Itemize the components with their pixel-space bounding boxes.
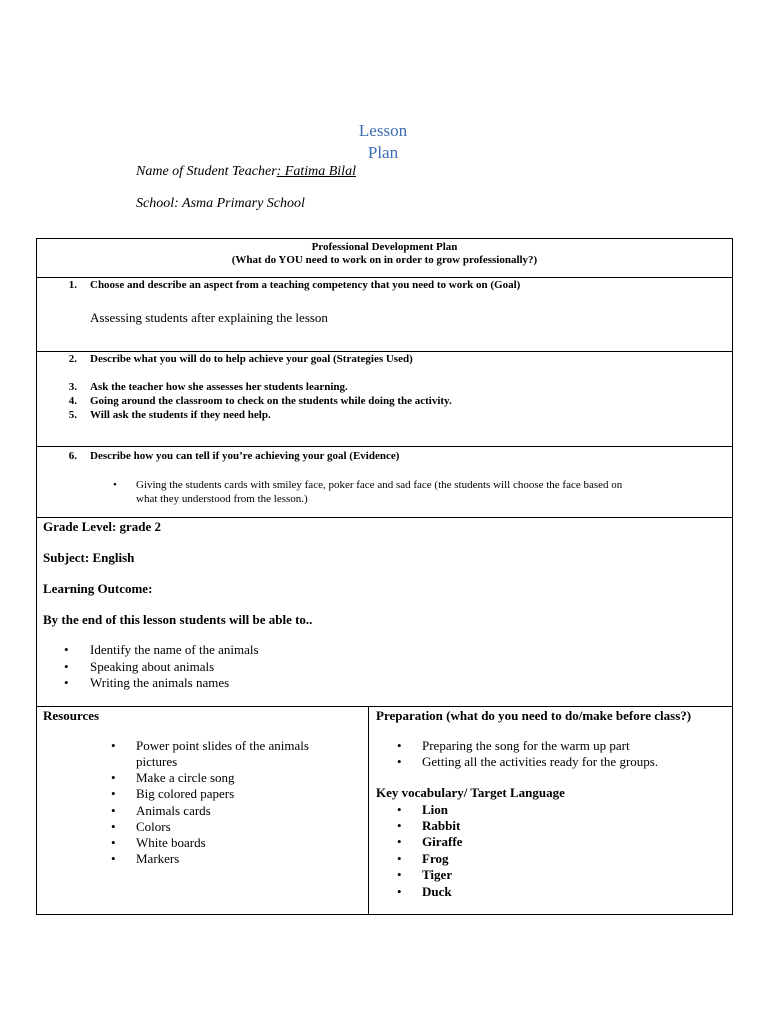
vocab-item: Giraffe — [422, 834, 463, 849]
strategy-item: Will ask the students if they need help. — [90, 409, 271, 421]
bullet: • — [111, 819, 116, 834]
bullet: • — [64, 642, 69, 657]
lesson-table — [36, 517, 733, 915]
pdp-subheading: (What do YOU need to work on in order to grow professionally?) — [231, 254, 538, 266]
bullet: • — [397, 802, 402, 817]
item-number: 6. — [68, 450, 77, 462]
strategy-item: Ask the teacher how she assesses her students learning. — [90, 381, 348, 393]
grade-level: Grade Level: grade 2 — [43, 519, 162, 534]
vocab-heading: Key vocabulary/ Target Language — [376, 785, 565, 800]
outcome-intro: By the end of this lesson students will be able to.. — [43, 612, 313, 627]
item-number: 1. — [68, 279, 77, 291]
school-line: School: Asma Primary School — [136, 196, 305, 211]
bullet: • — [397, 867, 402, 882]
resource-item-continued: pictures — [136, 754, 178, 769]
bullet: • — [397, 754, 402, 769]
goal-answer: Assessing students after explaining the lesson — [90, 310, 328, 325]
teacher-name-line — [136, 164, 356, 180]
pdp-heading: Professional Development Plan — [311, 241, 458, 253]
teacher-value: : Fatima Bilal — [276, 164, 356, 179]
strategy-item: Going around the classroom to check on the students while doing the activity. — [90, 395, 452, 407]
bullet: • — [111, 770, 116, 785]
item-number: 5. — [68, 409, 77, 421]
divider — [37, 351, 732, 352]
resource-item: Big colored papers — [136, 786, 235, 801]
preparation-heading: Preparation (what do you need to do/make before class?) — [376, 708, 692, 723]
preparation-item: Getting all the activities ready for the groups. — [422, 754, 659, 769]
outcome-item: Writing the animals names — [90, 675, 230, 690]
resource-item: White boards — [136, 835, 206, 850]
vocab-item: Tiger — [422, 867, 453, 882]
resources-heading: Resources — [43, 708, 100, 723]
divider — [37, 706, 732, 707]
outcome-item: Speaking about animals — [90, 659, 215, 674]
bullet: • — [111, 835, 116, 850]
bullet: • — [64, 659, 69, 674]
resource-item: Animals cards — [136, 803, 211, 818]
bullet: • — [397, 884, 402, 899]
resource-item: Make a circle song — [136, 770, 235, 785]
strategies-prompt: Describe what you will do to help achieve your goal (Strategies Used) — [90, 353, 413, 365]
divider — [37, 446, 732, 447]
item-number: 3. — [68, 381, 77, 393]
bullet: • — [111, 851, 116, 866]
column-divider — [368, 707, 369, 914]
learning-outcome-label: Learning Outcome: — [43, 581, 153, 596]
bullet: • — [113, 479, 117, 491]
vocab-item: Frog — [422, 851, 449, 866]
preparation-item: Preparing the song for the warm up part — [422, 738, 630, 753]
goal-prompt: Choose and describe an aspect from a teaching competency that you need to work on (Goal) — [90, 279, 521, 291]
divider — [37, 277, 732, 278]
vocab-item: Rabbit — [422, 818, 461, 833]
bullet: • — [397, 738, 402, 753]
page-title-line1: Lesson — [358, 121, 408, 140]
vocab-item: Duck — [422, 884, 452, 899]
resource-item: Colors — [136, 819, 171, 834]
item-number: 2. — [68, 353, 77, 365]
bullet: • — [111, 786, 116, 801]
page-title-line2: Plan — [367, 143, 399, 162]
evidence-prompt: Describe how you can tell if you’re achieving your goal (Evidence) — [90, 450, 400, 462]
pdp-table — [36, 238, 733, 518]
bullet: • — [64, 675, 69, 690]
item-number: 4. — [68, 395, 77, 407]
vocab-item: Lion — [422, 802, 449, 817]
bullet: • — [397, 818, 402, 833]
evidence-text-line2: what they understood from the lesson.) — [136, 493, 308, 505]
subject: Subject: English — [43, 550, 135, 565]
teacher-label: Name of Student Teacher — [136, 164, 277, 179]
resource-item: Power point slides of the animals — [136, 738, 309, 753]
bullet: • — [111, 738, 116, 753]
bullet: • — [397, 851, 402, 866]
evidence-text-line1: Giving the students cards with smiley face, poker face and sad face (the students will choose the face based on — [136, 479, 623, 491]
bullet: • — [397, 834, 402, 849]
bullet: • — [111, 803, 116, 818]
outcome-item: Identify the name of the animals — [90, 642, 259, 657]
resource-item: Markers — [136, 851, 180, 866]
